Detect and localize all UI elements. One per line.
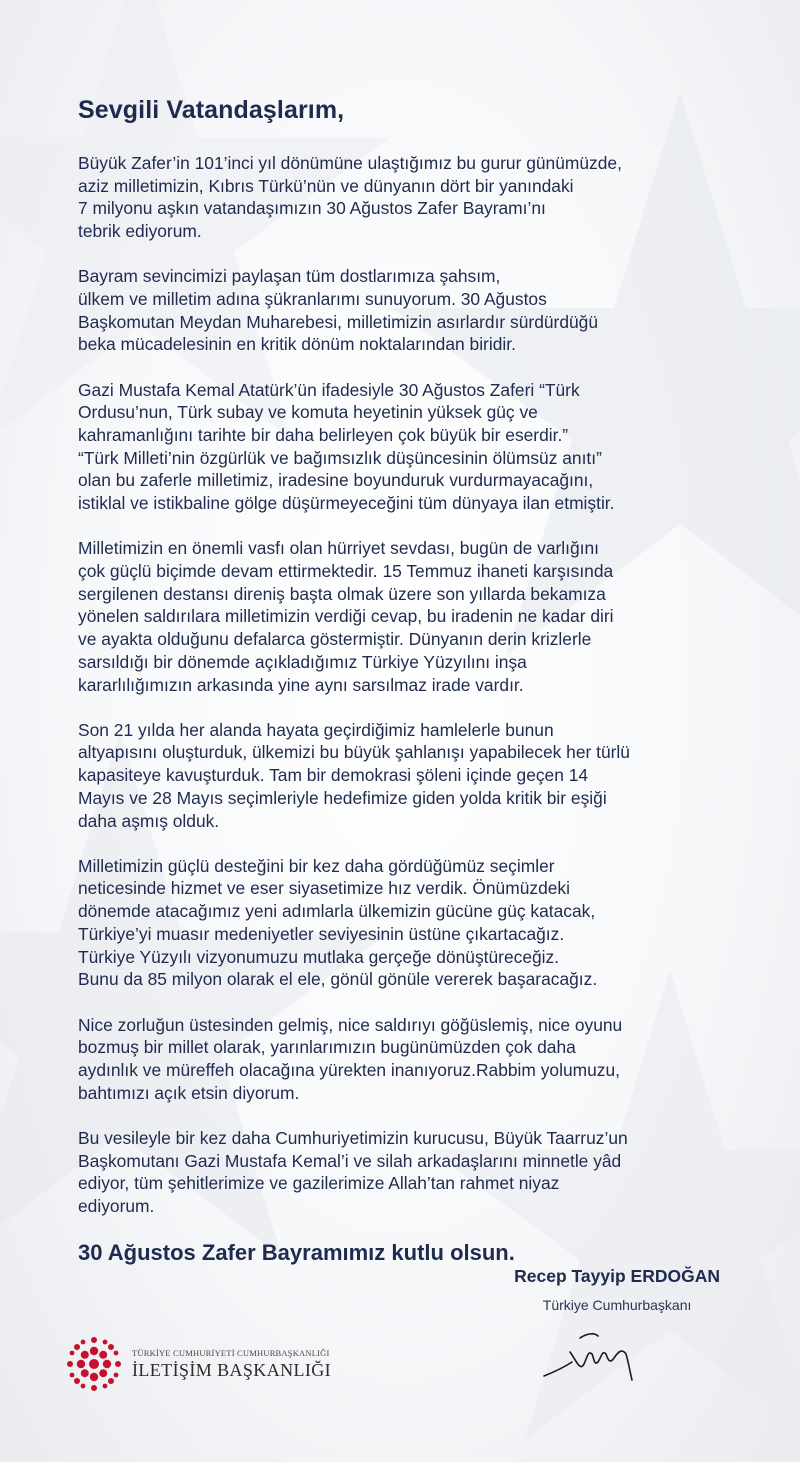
handwritten-signature-icon [540, 1324, 640, 1386]
paragraph: Nice zorluğun üstesinden gelmiş, nice saldırıyı göğüslemiş, nice oyunu bozmuş bir millet olarak, yarınlarımızın bugünümüzden çok daha aydınlık ve müreffeh olacağına yürekten inanıyoruz.Rabbim yolumuzu, bahtımızı açık etsin diyorum. [78, 1014, 623, 1103]
paragraph: Bu vesileyle bir kez daha Cumhuriyetimizin kurucusu, Büyük Taarruz’un Başkomutanı Gazi Mustafa Kemal’i ve silah arkadaşlarını minnetle yâd ediyor, tüm şehitlerimize ve gazilerimize Allah’tan rahmet niyaz ediyorum. [78, 1127, 628, 1216]
logo-subtitle: TÜRKİYE CUMHURİYETİ CUMHURBAŞKANLIĞI [132, 1347, 330, 1358]
footer-logo [66, 1336, 331, 1392]
communications-directorate-emblem-icon [66, 1336, 122, 1392]
signatory-name: Recep Tayyip ERDOĞAN [514, 1266, 720, 1286]
paragraph: Büyük Zafer’in 101’inci yıl dönümüne ulaştığımız bu gurur günümüzde, aziz milletimizin, Kıbrıs Türkü’nün ve dünyanın dört bir yanındaki 7 milyonu aşkın vatandaşımızın 30 Ağustos Zafer Bayramı’nı tebrik ediyorum. [78, 153, 622, 242]
closing-line: 30 Ağustos Zafer Bayramımız kutlu olsun. [78, 1240, 515, 1266]
logo-title: İLETİŞİM BAŞKANLIĞI [132, 1359, 332, 1380]
signatory-title: Türkiye Cumhurbaşkanı [542, 1297, 692, 1313]
signature-block [514, 1266, 720, 1313]
paragraph: Milletimizin güçlü desteğini bir kez daha gördüğümüz seçimler neticesinde hizmet ve eser siyasetimize hız verdik. Önümüzdeki dönemde atacağımız yeni adımlarla ülkemizin gücüne güç katacak, Türkiye’yi muasır medeniyetler seviyesinin üstüne çıkartacağız. Türkiye Yüzyılı vizyonumuzu mutlaka gerçeğe dönüştüreceğiz. Bunu da 85 milyon olarak el ele, gönül gönüle vererek başaracağız. [78, 855, 598, 990]
greeting-heading: Sevgili Vatandaşlarım, [78, 96, 345, 124]
letter-body [78, 96, 738, 1266]
paragraph: Son 21 yılda her alanda hayata geçirdiğimiz hamlelerle bunun altyapısını oluşturduk, ülkemizi bu büyük şahlanışı yapabilecek her türlü kapasiteye kavuşturduk. Tam bir demokrasi şöleni içinde geçen 14 Mayıs ve 28 Mayıs seçimleriyle hedefimize giden yolda kritik bir eşiği daha aşmış olduk. [78, 719, 630, 831]
paragraph: Gazi Mustafa Kemal Atatürk’ün ifadesiyle 30 Ağustos Zaferi “Türk Ordusu’nun, Türk subay ve komuta heyetinin yüksek güç ve kahramanlığını tarihte bir daha belirleyen çok büyük bir eserdir.” “Türk Milleti’nin özgürlük ve bağımsızlık düşüncesinin ölümsüz anıtı” olan bu zaferle milletimiz, iradesine boyunduruk vurdurmayacağını, istiklal ve istikbaline gölge düşürmeyeceğini tüm dünyaya ilan etmiştir. [78, 379, 615, 514]
logo-text [132, 1348, 331, 1381]
paragraph: Bayram sevincimizi paylaşan tüm dostlarımıza şahsım, ülkem ve milletim adına şükranlarımı sunuyorum. 30 Ağustos Başkomutan Meydan Muharebesi, milletimizin asırlardır sürdürdüğü beka mücadelesinin en kritik dönüm noktalarından biridir. [78, 266, 599, 355]
paragraph: Milletimizin en önemli vasfı olan hürriyet sevdası, bugün de varlığını çok güçlü biçimde devam ettirmektedir. 15 Temmuz ihaneti karşısında sergilenen destansı direniş başta olmak üzere son yıllarda bekamıza yönelen saldırılara milletimizin verdiği cevap, bu iradenin ne kadar diri ve ayakta olduğunu defalarca göstermiştir. Dünyanın derin krizlerle sarsıldığı bir dönemde açıkladığımız Türkiye Yüzyılını inşa kararlılığımızın arkasında yine aynı sarsılmaz irade vardır. [78, 538, 614, 695]
